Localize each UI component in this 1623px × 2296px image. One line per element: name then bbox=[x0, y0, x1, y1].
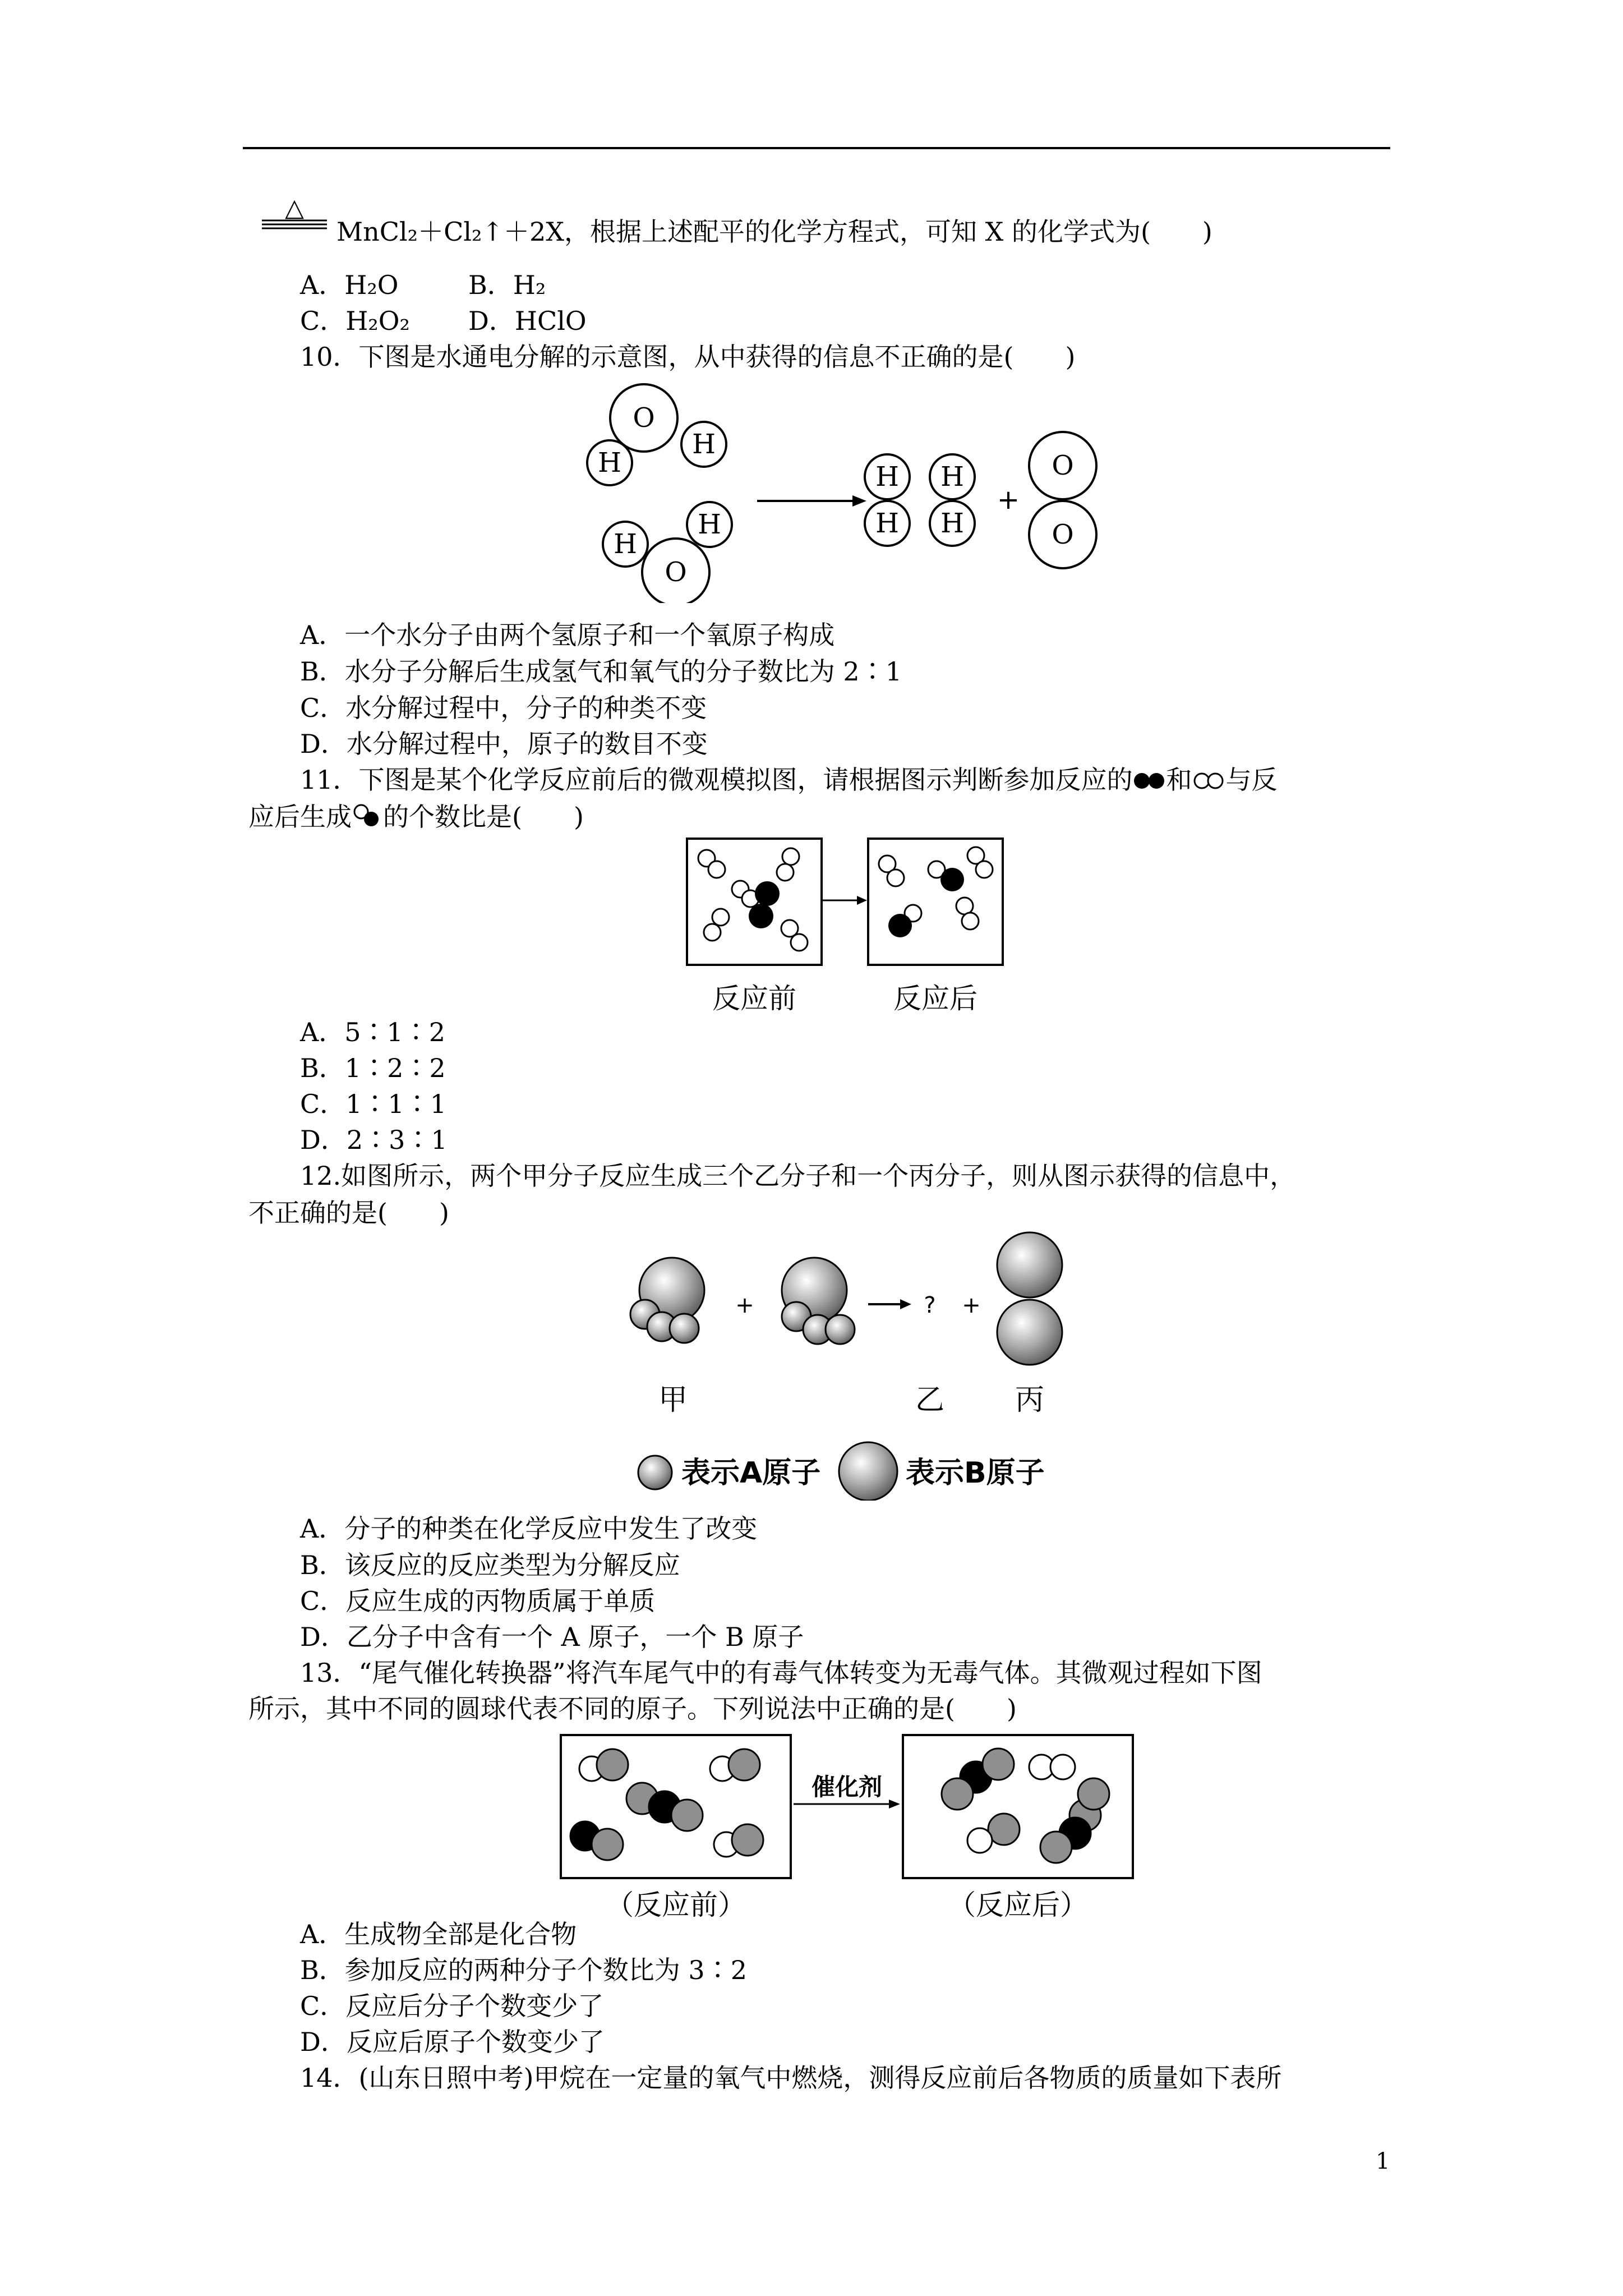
hydrogen-atom-label: H bbox=[614, 528, 637, 560]
legend-b-label: 表示B原子 bbox=[906, 1456, 1045, 1490]
q10-option-c: C．水分解过程中，分子的种类不变 bbox=[300, 693, 707, 723]
q10-option-a: A．一个水分子由两个氢原子和一个氧原子构成 bbox=[300, 620, 835, 650]
before-reaction-caption: （反应前） bbox=[606, 1889, 746, 1921]
q9-option-c: C．H₂O₂ bbox=[300, 306, 410, 336]
b-atom bbox=[997, 1232, 1062, 1297]
legend-b-atom-icon bbox=[839, 1442, 897, 1501]
before-reaction-caption: 反应前 bbox=[712, 982, 796, 1015]
reaction-arrow-icon bbox=[823, 896, 867, 905]
q10-stem: 10．下图是水通电分解的示意图，从中获得的信息不正确的是( ) bbox=[300, 342, 1076, 372]
q9-option-a: A．H₂O bbox=[300, 270, 399, 300]
b-atom bbox=[997, 1300, 1062, 1365]
after-reaction-caption: 反应后 bbox=[893, 982, 978, 1015]
q9-option-d: D．HClO bbox=[468, 306, 587, 336]
q11-stem-text: 和 bbox=[1166, 765, 1192, 795]
oxygen-atom-label: O bbox=[1052, 519, 1074, 550]
header-rule bbox=[243, 147, 1390, 149]
hydrogen-atom-label: H bbox=[698, 509, 721, 540]
hydrogen-atom-label: H bbox=[875, 461, 899, 493]
after-reaction-caption: （反应后） bbox=[948, 1889, 1088, 1921]
q13-stem-line2: 所示，其中不同的圆球代表不同的原子。下列说法中正确的是( ) bbox=[248, 1694, 1017, 1724]
q12-stem-line1: 12.如图所示，两个甲分子反应生成三个乙分子和一个丙分子，则从图示获得的信息中， bbox=[300, 1161, 1296, 1191]
q11-reaction-diagram bbox=[684, 836, 1043, 1021]
hydrogen-atom-label: H bbox=[692, 429, 716, 460]
q10-option-b: B．水分子分解后生成氢气和氧气的分子数比为 2∶1 bbox=[300, 656, 902, 687]
q11-stem-text: 应后生成 bbox=[248, 802, 352, 832]
reaction-arrow-icon bbox=[794, 1800, 900, 1809]
oxygen-atom-label: O bbox=[1052, 450, 1074, 481]
white-molecule-icon bbox=[1192, 771, 1226, 790]
catalyst-label: 催化剂 bbox=[811, 1773, 883, 1801]
q11-stem-text: 11．下图是某个化学反应前后的微观模拟图，请根据图示判断参加反应的 bbox=[300, 765, 1133, 795]
label-yi: 乙 bbox=[915, 1383, 945, 1417]
a-atom bbox=[670, 1314, 699, 1343]
hydrogen-atom-label: H bbox=[875, 508, 899, 539]
q13-option-a: A．生成物全部是化合物 bbox=[300, 1919, 577, 1949]
water-electrolysis-diagram bbox=[578, 373, 1116, 603]
triangle-condition: △ bbox=[285, 199, 304, 222]
oxygen-atom-label: O bbox=[665, 556, 687, 588]
reaction-arrow-icon bbox=[757, 495, 866, 507]
hydrogen-atom-label: H bbox=[940, 461, 964, 493]
reaction-arrow-icon bbox=[868, 1299, 911, 1309]
hydrogen-atom-label: H bbox=[598, 447, 621, 478]
q10-option-d: D．水分解过程中，原子的数目不变 bbox=[300, 729, 708, 759]
q14-stem-line1: 14．(山东日照中考)甲烷在一定量的氧气中燃烧，测得反应前后各物质的质量如下表所 bbox=[300, 2063, 1282, 2093]
legend-a-atom-icon bbox=[638, 1456, 672, 1489]
q13-option-c: C．反应后分子个数变少了 bbox=[300, 1991, 604, 2021]
black-molecule-icon bbox=[1133, 771, 1166, 790]
q12-reaction-diagram bbox=[606, 1231, 1099, 1501]
q13-stem-line1: 13．“尾气催化转换器”将汽车尾气中的有毒气体转变为无毒气体。其微观过程如下图 bbox=[300, 1658, 1262, 1688]
q11-stem-text: 的个数比是( ) bbox=[383, 802, 584, 832]
q11-stem-line1 bbox=[300, 763, 1278, 797]
plus-sign: + bbox=[962, 1292, 981, 1318]
plus-sign: + bbox=[735, 1292, 754, 1318]
a-atom bbox=[826, 1315, 855, 1344]
q13-option-b: B．参加反应的两种分子个数比为 3∶2 bbox=[300, 1955, 747, 1985]
q12-option-d: D．乙分子中含有一个 A 原子，一个 B 原子 bbox=[300, 1622, 804, 1652]
oxygen-atom-label: O bbox=[633, 402, 655, 434]
unknown-product: ? bbox=[924, 1292, 936, 1318]
plus-sign: + bbox=[997, 484, 1020, 516]
q11-option-a: A．5∶1∶2 bbox=[300, 1017, 446, 1047]
mixed-molecule-icon bbox=[352, 804, 383, 827]
page-number: 1 bbox=[1376, 2148, 1390, 2174]
q12-stem-line2: 不正确的是( ) bbox=[248, 1198, 449, 1228]
q12-option-a: A．分子的种类在化学反应中发生了改变 bbox=[300, 1513, 758, 1544]
q11-option-d: D．2∶3∶1 bbox=[300, 1125, 448, 1155]
label-bing: 丙 bbox=[1015, 1383, 1045, 1417]
q13-option-d: D．反应后原子个数变少了 bbox=[300, 2027, 605, 2057]
q13-reaction-diagram bbox=[558, 1732, 1141, 1926]
q12-option-c: C．反应生成的丙物质属于单质 bbox=[300, 1586, 656, 1616]
q11-option-b: B．1∶2∶2 bbox=[300, 1053, 446, 1083]
heating-condition-sign bbox=[261, 199, 328, 233]
q11-stem-line2 bbox=[248, 800, 584, 834]
q11-stem-text: 与反 bbox=[1225, 765, 1278, 795]
legend-a-label: 表示A原子 bbox=[681, 1456, 821, 1490]
q12-option-b: B．该反应的反应类型为分解反应 bbox=[300, 1550, 680, 1580]
q9-equation: MnCl₂＋Cl₂↑＋2X，根据上述配平的化学方程式，可知 X 的化学式为( ) bbox=[336, 217, 1212, 247]
q9-option-b: B．H₂ bbox=[468, 270, 546, 300]
q11-option-c: C．1∶1∶1 bbox=[300, 1089, 446, 1119]
hydrogen-atom-label: H bbox=[940, 508, 964, 539]
label-jia: 甲 bbox=[658, 1383, 688, 1417]
